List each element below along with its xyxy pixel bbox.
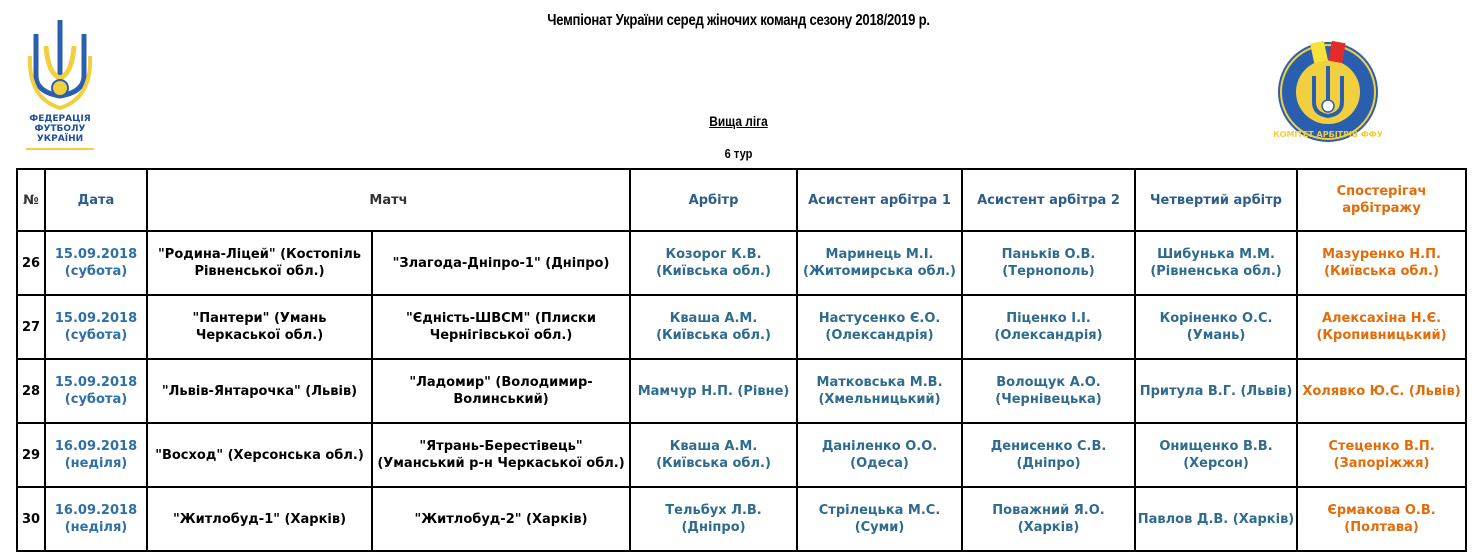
cell-assistant2: Денисенко С.В. (Дніпро) [962, 423, 1135, 487]
ffu-name-line: УКРАЇНИ [36, 134, 84, 144]
cell-home-team: "Львів-Янтарочка" (Львів) [147, 359, 372, 423]
referee-committee-text: КОМІТЕТ АРБІТРІВ ФФУ [1274, 130, 1382, 139]
table-header-row [17, 169, 1466, 231]
ffu-logo [22, 16, 98, 148]
cell-referee: Кваша А.М. (Київська обл.) [630, 423, 797, 487]
cell-assistant2: Поважний Я.О. (Харків) [962, 487, 1135, 551]
table-row [17, 487, 1466, 551]
logo-underline [26, 148, 94, 150]
cell-away-team: "Злагода-Дніпро-1" (Дніпро) [372, 231, 630, 295]
cell-referee: Кваша А.М. (Київська обл.) [630, 295, 797, 359]
cell-date: 16.09.2018 (неділя) [45, 487, 147, 551]
cell-assistant2: Волощук А.О. (Чернівецька) [962, 359, 1135, 423]
cell-date: 15.09.2018 (субота) [45, 295, 147, 359]
cell-num: 26 [17, 231, 45, 295]
cell-assistant1: Стрілецька М.С. (Суми) [797, 487, 962, 551]
cell-away-team: "Єдність-ШВСМ" (Плиски Чернігівської обл.) [372, 295, 630, 359]
schedule-table [16, 168, 1467, 552]
league-name: Вища ліга [709, 113, 768, 129]
cell-observer: Стеценко В.П. (Запоріжжя) [1297, 423, 1466, 487]
cell-fourth: Коріненко О.С. (Умань) [1135, 295, 1297, 359]
header-date: Дата [45, 169, 147, 231]
cell-home-team: "Пантери" (Умань Черкаської обл.) [147, 295, 372, 359]
cell-referee: Тельбух Л.В. (Дніпро) [630, 487, 797, 551]
cell-away-team: "Ладомир" (Володимир-Волинський) [372, 359, 630, 423]
cell-away-team: "Житлобуд-2" (Харків) [372, 487, 630, 551]
trident-icon [22, 16, 98, 112]
cell-observer: Алексахіна Н.Є. (Кропивницький) [1297, 295, 1466, 359]
cell-assistant2: Піценко І.І. (Олександрія) [962, 295, 1135, 359]
cell-assistant1: Маринець М.І. (Житомирська обл.) [797, 231, 962, 295]
cell-assistant1: Матковська М.В. (Хмельницький) [797, 359, 962, 423]
cell-observer: Холявко Ю.С. (Львів) [1297, 359, 1466, 423]
header-match: Матч [147, 169, 630, 231]
cell-assistant1: Настусенко Є.О. (Олександрія) [797, 295, 962, 359]
header-observer: Спостерігач арбітражу [1297, 169, 1466, 231]
cell-assistant1: Даніленко О.О. (Одеса) [797, 423, 962, 487]
table-row [17, 231, 1466, 295]
header-assistant1: Асистент арбітра 1 [797, 169, 962, 231]
header-num: № [17, 169, 45, 231]
header-assistant2: Асистент арбітра 2 [962, 169, 1135, 231]
ffu-name-line: ФУТБОЛУ [34, 124, 86, 134]
cell-num: 29 [17, 423, 45, 487]
cell-observer: Єрмакова О.В. (Полтава) [1297, 487, 1466, 551]
cell-num: 27 [17, 295, 45, 359]
cell-date: 16.09.2018 (неділя) [45, 423, 147, 487]
header-referee: Арбітр [630, 169, 797, 231]
page-title: Чемпіонат України серед жіночих команд сезону 2018/2019 р. [547, 12, 930, 29]
round-label: 6 тур [724, 146, 753, 161]
cell-referee: Козорог К.В. (Київська обл.) [630, 231, 797, 295]
cell-home-team: "Восход" (Херсонська обл.) [147, 423, 372, 487]
cell-fourth: Павлов Д.В. (Харків) [1135, 487, 1297, 551]
cell-observer: Мазуренко Н.П. (Київська обл.) [1297, 231, 1466, 295]
cell-home-team: "Житлобуд-1" (Харків) [147, 487, 372, 551]
cell-num: 30 [17, 487, 45, 551]
cell-date: 15.09.2018 (субота) [45, 231, 147, 295]
cell-referee: Мамчур Н.П. (Рівне) [630, 359, 797, 423]
cell-fourth: Онищенко В.В. (Херсон) [1135, 423, 1297, 487]
cell-fourth: Шибунька М.М. (Рівненська обл.) [1135, 231, 1297, 295]
cell-away-team: "Ятрань-Берестівець" (Уманський р-н Черкаської обл.) [372, 423, 630, 487]
header-fourth: Четвертий арбітр [1135, 169, 1297, 231]
table-row [17, 359, 1466, 423]
cell-assistant2: Паньків О.В. (Тернополь) [962, 231, 1135, 295]
table-row [17, 423, 1466, 487]
table-row [17, 295, 1466, 359]
cell-num: 28 [17, 359, 45, 423]
cell-fourth: Притула В.Г. (Львів) [1135, 359, 1297, 423]
cell-date: 15.09.2018 (субота) [45, 359, 147, 423]
cell-home-team: "Родина-Ліцей" (Костопіль Рівненської обл.) [147, 231, 372, 295]
ffu-name-line: ФЕДЕРАЦІЯ [29, 114, 91, 124]
ffu-name [22, 114, 98, 144]
